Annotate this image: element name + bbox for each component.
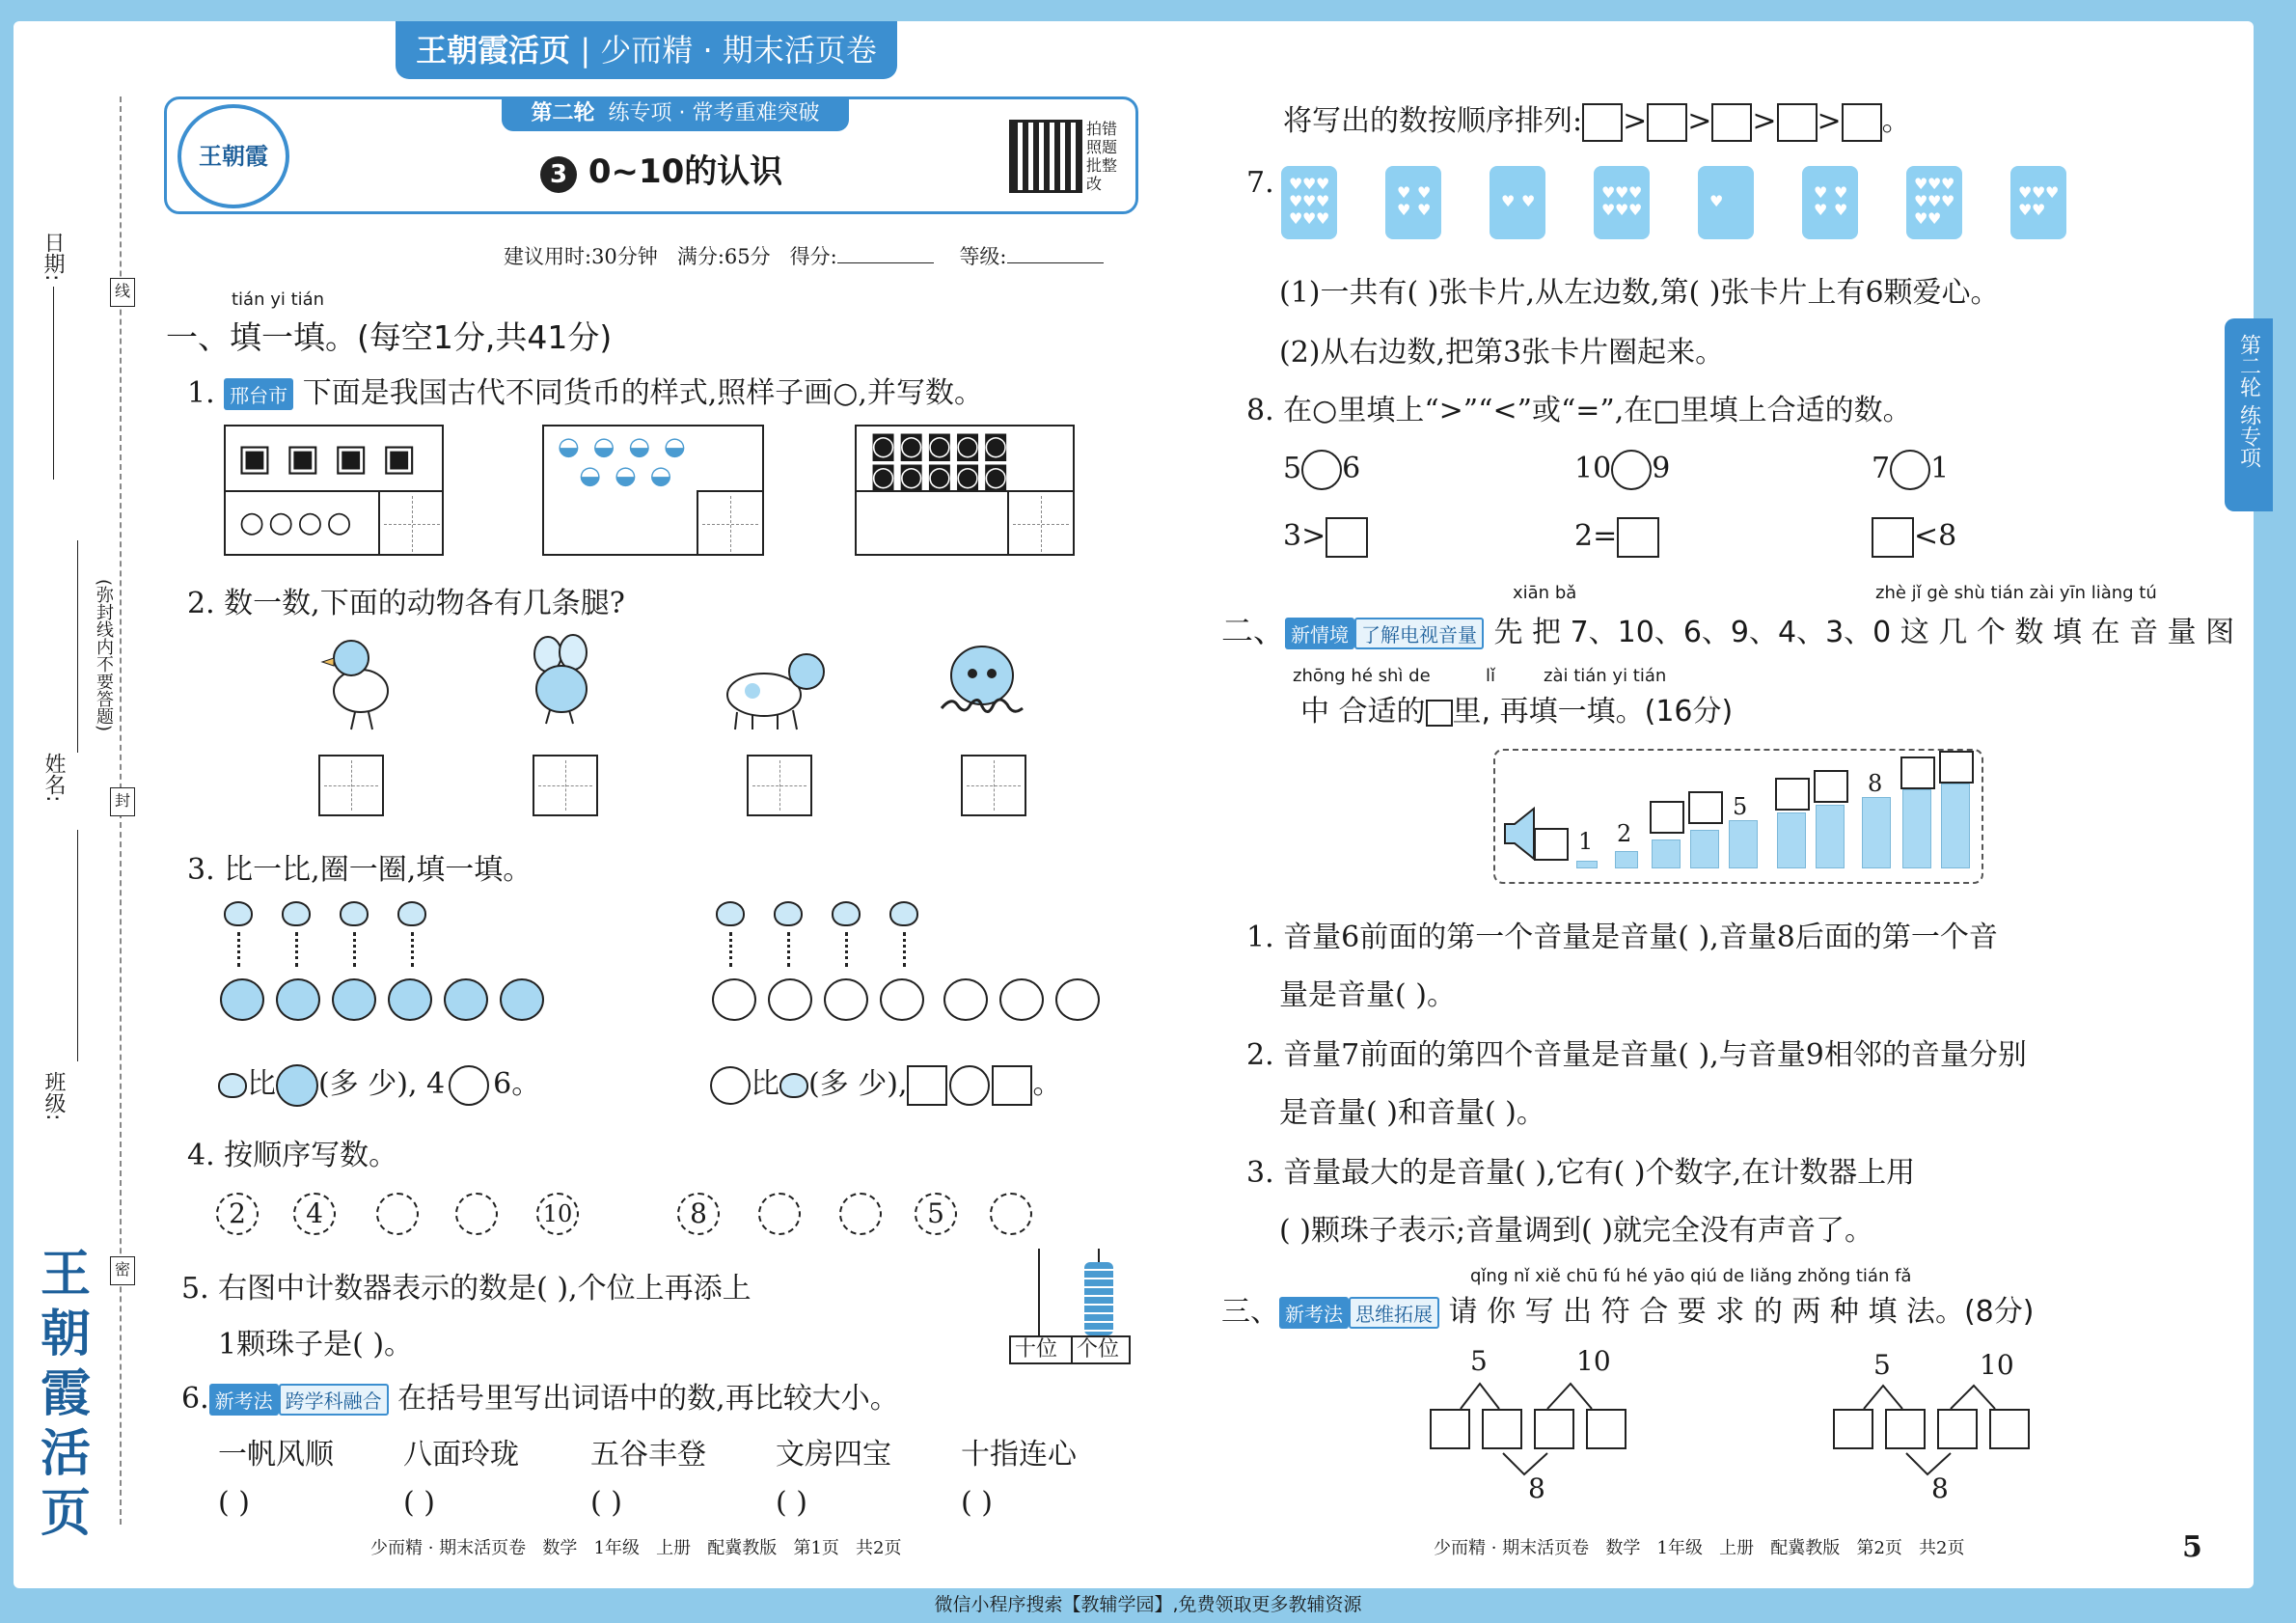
q3-left-end: 6。 — [493, 1067, 541, 1101]
seal-note: (弥封线内不要答题) — [94, 579, 114, 732]
q8-expr: <8 — [1914, 519, 1957, 553]
split-box[interactable] — [1885, 1409, 1926, 1449]
split-top-a: 5 — [1873, 1349, 1891, 1381]
topic-title — [540, 145, 782, 193]
s2-tag2: 了解电视音量 — [1354, 618, 1484, 649]
split-box[interactable] — [1430, 1409, 1470, 1449]
heart-icon: ♥ — [1615, 183, 1629, 202]
heart-card[interactable] — [1281, 166, 1337, 239]
heart-icon: ♥ — [2045, 183, 2060, 202]
peach-icon — [832, 901, 861, 926]
volume-slot-box[interactable] — [1688, 791, 1723, 824]
s2-q3: 3. 音量最大的是音量( ),它有( )个数字,在计数器上用 — [1246, 1156, 1916, 1190]
s3-tag1: 新考法 — [1279, 1297, 1349, 1329]
q8-item — [1872, 450, 1949, 490]
meta-line — [504, 241, 1104, 270]
heart-icon: ♥ — [1417, 183, 1432, 202]
s2-line2b: 里, 再填一填。(16分) — [1452, 695, 1734, 729]
s2-q2: 2. 音量7前面的第四个音量是音量( ),与音量9相邻的音量分别 — [1246, 1038, 2027, 1072]
currency-box-1 — [224, 425, 444, 556]
round-side-tab-label: 第二轮 练专项 — [2236, 334, 2261, 468]
split-bottom: 8 — [1931, 1472, 1949, 1504]
idiom-answer[interactable]: ( ) — [218, 1486, 250, 1520]
compare-circle[interactable] — [949, 1065, 990, 1106]
side-logo-char: 朝 — [40, 1305, 91, 1363]
volume-bar — [1941, 784, 1970, 868]
volume-bar — [1816, 805, 1845, 868]
heart-icon: ♥ — [1316, 192, 1330, 210]
answer-row — [226, 490, 442, 558]
footer-right: 少而精 · 期末活页卷 数学 1年级 上册 配冀教版 第2页 共2页 — [1434, 1538, 1965, 1558]
s3-pinyin: qǐng nǐ xiě chū fú hé yāo qiú de liǎng zhǒng tián fǎ — [1470, 1266, 1912, 1286]
grade-label: 等级: — [959, 245, 1007, 268]
idiom-answer[interactable]: ( ) — [776, 1486, 807, 1520]
volume-bar — [1690, 830, 1719, 868]
bottom-promo: 微信小程序搜索【教辅学园】,免费领取更多教辅资源 — [934, 1594, 1362, 1615]
volume-label: 1 — [1578, 828, 1594, 855]
heart-icon: ♥ — [1628, 183, 1643, 202]
volume-slot-box[interactable] — [1775, 778, 1810, 811]
q6-text: 在括号里写出词语中的数,再比较大小。 — [397, 1382, 899, 1416]
heart-icon: ♥ — [1927, 192, 1942, 210]
volume-slot-box[interactable] — [1939, 751, 1974, 784]
split-box[interactable] — [1833, 1409, 1873, 1449]
heart-icon: ♥ — [1834, 183, 1848, 202]
apple-icon — [220, 978, 264, 1021]
binding-name — [39, 753, 68, 802]
volume-bar — [1902, 789, 1931, 868]
compare-circle[interactable] — [1611, 450, 1652, 490]
leg-answer-box[interactable] — [961, 755, 1026, 816]
q6-tag1: 新考法 — [209, 1384, 279, 1416]
answer-box[interactable] — [1872, 517, 1914, 558]
heart-icon: ♥ — [1316, 175, 1330, 193]
q7-line-1: (1)一共有( )张卡片,从左边数,第( )张卡片上有6颗爱心。 — [1279, 276, 2000, 310]
answer-box[interactable] — [378, 492, 444, 556]
duck-image — [318, 629, 399, 735]
answer-box[interactable] — [1326, 517, 1368, 558]
s3-text: 请 你 写 出 符 合 要 求 的 两 种 填 法。(8分) — [1448, 1295, 2035, 1329]
ingot-coins: ◒◒◒◒ ◒◒◒ — [558, 432, 699, 490]
side-logo-char: 页 — [40, 1484, 91, 1543]
heart-icon: ♥ — [1302, 209, 1317, 228]
heart-icon: ♥ — [2032, 183, 2046, 202]
class-field[interactable] — [77, 830, 78, 1061]
split-top-b: 10 — [1576, 1345, 1611, 1377]
abacus-tens-label: 十位 — [1015, 1337, 1058, 1362]
bee-image — [519, 631, 600, 733]
heart-icon: ♥ — [1397, 201, 1411, 219]
apple-icon — [332, 978, 376, 1021]
q8-left-num: 10 — [1574, 452, 1612, 485]
heart-icon: ♥ — [1914, 209, 1928, 228]
sequence-flower[interactable] — [839, 1193, 882, 1235]
order-box[interactable] — [1711, 103, 1752, 142]
abacus-counter — [1009, 1249, 1131, 1364]
heart-icon: ♥ — [1601, 183, 1616, 202]
peach-icon — [779, 1073, 808, 1098]
split-top-a: 5 — [1470, 1345, 1488, 1377]
page-number: 5 — [2182, 1530, 2202, 1564]
heart-icon: ♥ — [1417, 201, 1432, 219]
logo-text: 王朝霞 — [199, 143, 268, 170]
heart-icon: ♥ — [1302, 192, 1317, 210]
s2-tag1: 新情境 — [1285, 618, 1354, 649]
apple-icon — [276, 1064, 318, 1107]
peach-icon — [282, 901, 311, 926]
q8-item — [1574, 517, 1659, 558]
sequence-flower[interactable] — [455, 1193, 498, 1235]
heart-card[interactable] — [1385, 166, 1441, 239]
volume-bar — [1576, 861, 1598, 868]
volume-bar — [1652, 839, 1681, 868]
s2-q1b: 量是音量( )。 — [1279, 978, 1456, 1012]
apple-icon — [500, 978, 544, 1021]
circle-marks: ○○○○ — [239, 506, 356, 539]
volume-slot-box[interactable] — [1900, 756, 1935, 789]
idiom-2: 八面玲珑 — [403, 1438, 519, 1472]
volume-slot-box[interactable] — [1534, 828, 1569, 861]
heart-icon: ♥ — [1615, 201, 1629, 219]
order-text: 将写出的数按顺序排列: — [1283, 104, 1583, 138]
heart-icon: ♥ — [1914, 192, 1928, 210]
heart-icon: ♥ — [2018, 183, 2033, 202]
q5-text-2: 1颗珠子是( )。 — [218, 1328, 414, 1362]
q3-left-than: 比 — [247, 1067, 276, 1101]
footer-left: 少而精 · 期末活页卷 数学 1年级 上册 配冀教版 第1页 共2页 — [370, 1538, 902, 1558]
score-field[interactable] — [837, 262, 934, 263]
school-logo — [178, 104, 289, 208]
idiom-answer[interactable]: ( ) — [961, 1486, 993, 1520]
sequence-flower[interactable] — [376, 1193, 419, 1235]
abacus-beads — [1084, 1262, 1113, 1335]
volume-bar — [1862, 797, 1891, 868]
s2-line2a: 中 合适的 — [1300, 695, 1426, 729]
idiom-5: 十指连心 — [961, 1438, 1077, 1472]
heart-icon: ♥ — [1316, 209, 1330, 228]
side-logo-char: 活 — [40, 1424, 91, 1483]
section1-title: 一、填一填。(每空1分,共41分) — [166, 318, 613, 356]
split-box[interactable] — [1989, 1409, 2030, 1449]
volume-bar — [1777, 812, 1806, 868]
name-label: 姓名: — [41, 753, 66, 803]
q8-expr: 2= — [1574, 519, 1618, 553]
s2-q1: 1. 音量6前面的第一个音量是音量( ),音量8后面的第一个音 — [1246, 921, 1998, 954]
section2-line-2 — [1300, 687, 1733, 729]
round-side-tab — [2225, 318, 2273, 511]
s1-pinyin: tián yi tián — [232, 289, 325, 310]
split-box[interactable] — [1937, 1409, 1978, 1449]
s2-q3b: ( )颗珠子表示;音量调到( )就完全没有声音了。 — [1279, 1214, 1873, 1248]
split-box[interactable] — [1534, 1409, 1574, 1449]
order-box[interactable] — [1582, 103, 1623, 142]
answer-box[interactable] — [992, 1065, 1032, 1106]
heart-icon: ♥ — [1289, 175, 1303, 193]
volume-diagram — [1493, 749, 1983, 884]
side-logo-char: 霞 — [40, 1364, 91, 1423]
seal-mark-line: 线 — [110, 278, 135, 307]
apple-icon — [943, 978, 988, 1021]
side-brand-logo — [35, 1245, 96, 1544]
idiom-answer[interactable]: ( ) — [590, 1486, 622, 1520]
q4-text: 4. 按顺序写数。 — [187, 1139, 398, 1172]
class-label: 班级: — [41, 1071, 66, 1121]
apple-icon — [1055, 978, 1100, 1021]
apple-icon — [388, 978, 432, 1021]
full-score: 满分:65分 — [676, 245, 771, 268]
apple-icon — [710, 1066, 751, 1105]
order-line — [1283, 96, 1911, 142]
s2-pinyin-2b: lǐ — [1486, 666, 1496, 686]
q2-text: 2. 数一数,下面的动物各有几条腿? — [187, 587, 625, 620]
heart-icon: ♥ — [1521, 192, 1536, 210]
heart-card[interactable] — [1698, 166, 1754, 239]
gt-sign: > — [1687, 104, 1712, 138]
order-box[interactable] — [1842, 103, 1882, 142]
q6-line — [181, 1374, 899, 1417]
q1-line — [187, 369, 983, 411]
apple-icon — [824, 978, 868, 1021]
round-banner — [502, 96, 849, 131]
s2-pinyin-1b: zhè jǐ gè shù tián zài yīn liàng tú — [1875, 583, 2157, 603]
split-diagram — [1428, 1345, 1650, 1509]
apple-icon — [444, 978, 488, 1021]
inline-box — [1426, 700, 1453, 727]
idiom-3: 五谷丰登 — [590, 1438, 706, 1472]
dog-image — [714, 637, 830, 733]
peach-icon — [889, 901, 918, 926]
apple-icon — [999, 978, 1044, 1021]
s2-q2b: 是音量( )和音量( )。 — [1279, 1096, 1545, 1130]
qr-code[interactable] — [1009, 120, 1082, 193]
heart-card[interactable] — [1594, 166, 1650, 239]
score-label: 得分: — [789, 245, 837, 268]
s3-num: 三、 — [1221, 1295, 1279, 1329]
peach-icon — [774, 901, 803, 926]
section3-line — [1221, 1287, 2034, 1330]
q3-right-end: 。 — [1032, 1067, 1062, 1101]
peach-icon — [224, 901, 253, 926]
leg-answer-box[interactable] — [318, 755, 384, 816]
s2-pinyin-2c: zài tián yi tián — [1544, 666, 1667, 686]
q8-item — [1283, 450, 1360, 490]
idiom-4: 文房四宝 — [776, 1438, 891, 1472]
volume-bar — [1615, 851, 1638, 868]
volume-bar — [1729, 820, 1758, 868]
heart-card[interactable] — [1490, 166, 1545, 239]
sequence-flower[interactable]: 10 — [536, 1193, 579, 1235]
q1-tag: 邢台市 — [224, 378, 293, 410]
split-diagram — [1831, 1349, 2053, 1513]
answer-box[interactable] — [1617, 517, 1659, 558]
apple-icon — [768, 978, 812, 1021]
q8-text: 8. 在○里填上“>”“<”或“=”,在□里填上合适的数。 — [1246, 394, 1912, 427]
sequence-flower[interactable] — [990, 1193, 1032, 1235]
q8-right-num: 6 — [1342, 452, 1361, 485]
s3-tag2: 思维拓展 — [1349, 1297, 1439, 1329]
q8-left-num: 5 — [1283, 452, 1302, 485]
q3-right-answer — [710, 1059, 1061, 1106]
idiom-1: 一帆风顺 — [218, 1438, 334, 1472]
q7-line-2: (2)从右边数,把第3张卡片圈起来。 — [1279, 336, 1725, 370]
q3-left-tail: (多 少), 4 — [318, 1067, 446, 1101]
split-box[interactable] — [1482, 1409, 1522, 1449]
order-box[interactable] — [1647, 103, 1687, 142]
topic-number: 3 — [540, 156, 577, 193]
sequence-flower[interactable]: 4 — [293, 1193, 336, 1235]
gt-sign: > — [1752, 104, 1777, 138]
heart-icon: ♥ — [1289, 192, 1303, 210]
gt-sign: > — [1817, 104, 1842, 138]
date-label: 日期: — [41, 232, 65, 282]
idiom-answer[interactable]: ( ) — [403, 1486, 435, 1520]
spade-coins: ▣▣▣▣ — [237, 436, 430, 479]
q6-tag2: 跨学科融合 — [279, 1384, 389, 1416]
q8-item — [1872, 517, 1956, 558]
heart-icon: ♥ — [2018, 201, 2033, 219]
q7-num: 7. — [1246, 166, 1274, 200]
peach-icon — [397, 901, 426, 926]
heart-icon: ♥ — [1927, 209, 1942, 228]
round-desc: 练专项 · 常考重难突破 — [608, 101, 820, 125]
s2-pinyin-2a: zhōng hé shì de — [1293, 666, 1431, 686]
grade-field[interactable] — [1007, 262, 1104, 263]
peach-icon — [340, 901, 369, 926]
apple-icon — [712, 978, 756, 1021]
s2-line1: 先 把 7、10、6、9、4、3、0 这 几 个 数 填 在 音 量 图 — [1493, 616, 2235, 649]
heart-icon: ♥ — [1601, 201, 1616, 219]
q8-right-num: 9 — [1652, 452, 1671, 485]
name-field[interactable] — [77, 540, 78, 753]
volume-label: 8 — [1868, 770, 1883, 797]
heart-icon: ♥ — [1941, 175, 1955, 193]
compare-circle[interactable] — [449, 1065, 489, 1106]
heart-icon: ♥ — [1914, 175, 1928, 193]
match-lines — [237, 932, 469, 967]
sequence-flower[interactable]: 8 — [677, 1193, 720, 1235]
q6-num: 6. — [181, 1382, 209, 1416]
q1-text: 下面是我国古代不同货币的样式,照样子画○,并写数。 — [302, 376, 983, 410]
heart-icon: ♥ — [1397, 183, 1411, 202]
split-top-b: 10 — [1980, 1349, 2014, 1381]
currency-box-2 — [542, 425, 764, 556]
sequence-flower[interactable]: 2 — [216, 1193, 259, 1235]
q3-right-than: 比 — [751, 1067, 779, 1101]
q8-item — [1574, 450, 1670, 490]
answer-row — [857, 490, 1073, 558]
split-bottom: 8 — [1528, 1472, 1545, 1504]
currency-box-3 — [855, 425, 1075, 556]
heart-icon: ♥ — [1927, 175, 1942, 193]
date-field[interactable] — [53, 287, 54, 480]
q8-left-num: 7 — [1872, 452, 1891, 485]
volume-slot-box[interactable] — [1650, 801, 1684, 834]
q8-expr: 3> — [1283, 519, 1326, 553]
time-limit: 建议用时:30分钟 — [504, 245, 658, 268]
heart-icon: ♥ — [1814, 183, 1828, 202]
round-label: 第二轮 — [531, 101, 595, 125]
peach-icon — [218, 1073, 247, 1098]
top-banner: 王朝霞活页 | 少而精 · 期末活页卷 — [396, 21, 897, 79]
q3-right-tail: (多 少), — [808, 1067, 908, 1101]
q8-item — [1283, 517, 1368, 558]
heart-icon: ♥ — [1501, 192, 1516, 210]
volume-slot-box[interactable] — [1814, 770, 1848, 803]
gt-sign: > — [1623, 104, 1648, 138]
topic-name: 0~10的认识 — [588, 152, 783, 191]
leg-answer-box[interactable] — [533, 755, 598, 816]
answer-box[interactable] — [907, 1065, 947, 1106]
sequence-flower[interactable] — [758, 1193, 801, 1235]
leg-answer-box[interactable] — [747, 755, 812, 816]
order-end: 。 — [1881, 104, 1911, 138]
compare-circle[interactable] — [1301, 450, 1342, 490]
volume-label: 5 — [1733, 793, 1748, 820]
seal-mark-seal: 封 — [110, 787, 135, 816]
heart-icon: ♥ — [1834, 201, 1848, 219]
q3-text: 3. 比一比,圈一圈,填一填。 — [187, 853, 533, 887]
q3-left-answer — [218, 1059, 540, 1107]
heart-icon: ♥ — [1709, 192, 1724, 210]
order-box[interactable] — [1777, 103, 1818, 142]
seal-mark-secret: 密 — [110, 1256, 135, 1285]
round-coins: ◙◙◙◙◙ ◙◙◙◙◙ — [870, 429, 1011, 492]
answer-box[interactable] — [697, 490, 762, 556]
abacus-ones-label: 个位 — [1077, 1337, 1120, 1362]
heart-card[interactable] — [2010, 166, 2066, 239]
side-logo-char: 王 — [40, 1245, 91, 1304]
heart-card[interactable] — [1906, 166, 1962, 239]
binding-date — [39, 232, 68, 480]
octopus-image — [932, 641, 1032, 733]
match-lines — [729, 932, 961, 967]
qr-caption: 拍错照题批整改 — [1086, 120, 1118, 193]
heart-icon: ♥ — [1814, 201, 1828, 219]
apple-icon — [880, 978, 924, 1021]
heart-icon: ♥ — [1941, 192, 1955, 210]
s2-pinyin-1a: xiān bǎ — [1513, 583, 1577, 603]
series-name: 少而精 · 期末活页卷 — [600, 32, 877, 69]
binding-class — [39, 1071, 68, 1120]
heart-icon: ♥ — [2032, 201, 2046, 219]
compare-circle[interactable] — [1890, 450, 1930, 490]
q1-num: 1. — [187, 376, 215, 410]
heart-icon: ♥ — [1302, 175, 1317, 193]
heart-card[interactable] — [1802, 166, 1858, 239]
apple-icon — [276, 978, 320, 1021]
heart-icon: ♥ — [1289, 209, 1303, 228]
s2-num: 二、 — [1221, 612, 1285, 649]
brand-name: 王朝霞活页 — [416, 32, 571, 69]
split-box[interactable] — [1586, 1409, 1626, 1449]
q8-right-num: 1 — [1930, 452, 1950, 485]
peach-icon — [716, 901, 745, 926]
volume-label: 2 — [1617, 820, 1632, 847]
q5-text-1: 5. 右图中计数器表示的数是( ),个位上再添上 — [181, 1272, 752, 1306]
section2-line-1 — [1221, 606, 2234, 651]
sequence-flower[interactable]: 5 — [915, 1193, 957, 1235]
heart-icon: ♥ — [1628, 201, 1643, 219]
answer-box[interactable] — [1007, 492, 1073, 556]
